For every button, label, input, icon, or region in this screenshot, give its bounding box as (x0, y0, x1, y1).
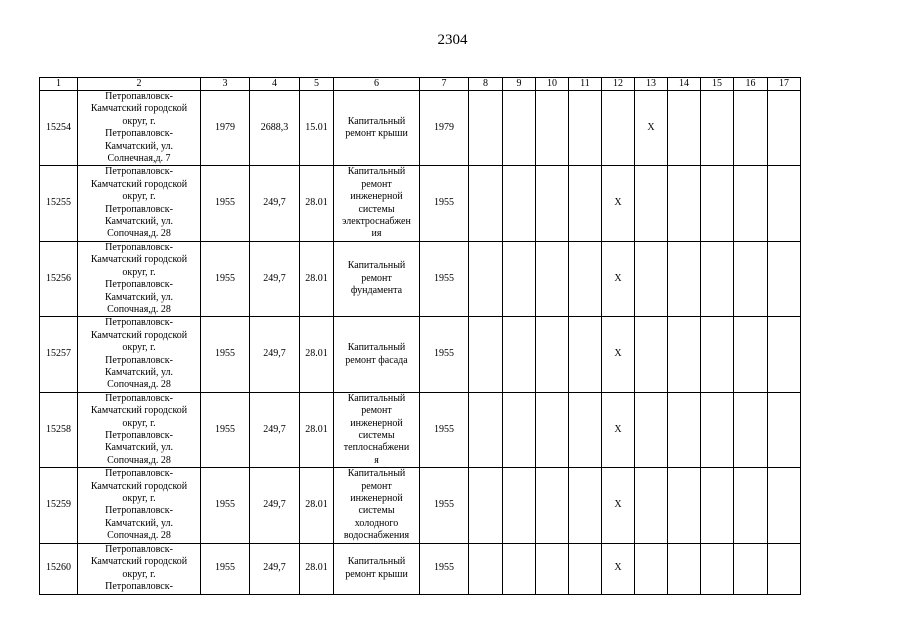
work-cell-line: ремонт (361, 480, 392, 492)
mark-cell (635, 468, 668, 543)
address-cell-line: Петропавловск- (105, 128, 173, 140)
work-cell-line: ремонт крыши (345, 568, 408, 580)
mark-cell: Х (602, 392, 635, 467)
address-cell (78, 317, 201, 392)
area-cell: 249,7 (250, 241, 300, 316)
mark-cell (503, 166, 536, 241)
area-cell: 249,7 (250, 543, 300, 594)
mark-cell (701, 392, 734, 467)
address-cell-line: Петропавловск- (105, 241, 173, 253)
work-cell-line: электроснабжен (342, 216, 411, 228)
address-cell-line: Петропавловск- (105, 392, 173, 404)
row-id: 15254 (40, 91, 78, 166)
mark-cell (536, 317, 569, 392)
year-cell: 1979 (201, 91, 250, 166)
column-header: 8 (469, 78, 503, 91)
address-cell-line: Сопочная,д. 28 (107, 530, 171, 542)
mark-cell (768, 241, 801, 316)
column-header: 15 (701, 78, 734, 91)
column-header: 11 (569, 78, 602, 91)
work-cell (334, 392, 420, 467)
address-cell (78, 241, 201, 316)
mark-cell (503, 392, 536, 467)
mark-cell (569, 241, 602, 316)
code-cell: 28.01 (300, 543, 334, 594)
mark-cell (569, 468, 602, 543)
row-id: 15257 (40, 317, 78, 392)
work-cell (334, 468, 420, 543)
address-cell-line: Солнечная,д. 7 (107, 153, 171, 165)
address-cell-line: Сопочная,д. 28 (107, 228, 171, 240)
mark-cell (469, 468, 503, 543)
mark-cell (536, 241, 569, 316)
mark-cell (469, 392, 503, 467)
work-cell-line: ремонт (361, 272, 392, 284)
mark-cell (668, 91, 701, 166)
code-cell: 28.01 (300, 468, 334, 543)
area-cell: 249,7 (250, 317, 300, 392)
mark-cell (503, 543, 536, 594)
address-cell-line: Камчатский, ул. (104, 216, 174, 228)
mark-cell (469, 241, 503, 316)
column-header: 6 (334, 78, 420, 91)
mark-cell (569, 543, 602, 594)
address-cell-line: Камчатский, ул. (104, 517, 174, 529)
table-row (40, 91, 801, 166)
row-id: 15258 (40, 392, 78, 467)
mark-cell (569, 91, 602, 166)
year-cell: 1955 (201, 166, 250, 241)
mark-cell: Х (602, 543, 635, 594)
work-cell-line: Капитальный (347, 342, 406, 354)
mark-cell (734, 241, 768, 316)
address-cell-line: округ, г. (122, 342, 156, 354)
mark-cell (701, 166, 734, 241)
work-cell-line: ремонт фасада (345, 354, 408, 366)
address-cell-line: округ, г. (122, 191, 156, 203)
column-header: 16 (734, 78, 768, 91)
address-cell-line: Камчатский городской (90, 480, 188, 492)
mark-cell (734, 392, 768, 467)
mark-cell (536, 468, 569, 543)
table-row (40, 543, 801, 594)
work-cell-line: инженерной (350, 417, 403, 429)
work-cell-line: холодного (354, 517, 399, 529)
work-cell-line: фундамента (350, 285, 403, 297)
mark-cell: Х (602, 468, 635, 543)
address-cell-line: Камчатский, ул. (104, 291, 174, 303)
table-row (40, 317, 801, 392)
work-cell-line: Капитальный (347, 166, 406, 178)
mark-cell (668, 166, 701, 241)
column-header: 12 (602, 78, 635, 91)
mark-cell: Х (602, 317, 635, 392)
work-cell (334, 91, 420, 166)
column-header: 10 (536, 78, 569, 91)
work-cell-line: ремонт крыши (345, 128, 408, 140)
column-header: 17 (768, 78, 801, 91)
mark-cell (536, 543, 569, 594)
row-id: 15259 (40, 468, 78, 543)
mark-cell (536, 91, 569, 166)
address-cell-line: округ, г. (122, 493, 156, 504)
column-header: 3 (201, 78, 250, 91)
work-cell-line: теплоснабжени (343, 442, 410, 454)
mark-cell (668, 241, 701, 316)
mark-cell (701, 543, 734, 594)
mark-cell (503, 241, 536, 316)
mark-cell (635, 241, 668, 316)
year-planned-cell: 1955 (420, 166, 469, 241)
mark-cell (469, 91, 503, 166)
work-cell-line: ия (371, 228, 382, 240)
table-row (40, 241, 801, 316)
work-cell-line: я (374, 454, 379, 466)
work-cell-line: Капитальный (347, 260, 406, 272)
work-cell-line: ремонт (361, 405, 392, 417)
address-cell (78, 468, 201, 543)
column-header: 9 (503, 78, 536, 91)
area-cell: 249,7 (250, 392, 300, 467)
year-planned-cell: 1955 (420, 543, 469, 594)
address-cell-line: округ, г. (122, 115, 156, 127)
mark-cell (635, 392, 668, 467)
row-id: 15256 (40, 241, 78, 316)
table-row (40, 468, 801, 543)
mark-cell: Х (635, 91, 668, 166)
address-cell-line: Петропавловск- (105, 543, 173, 555)
code-cell: 28.01 (300, 392, 334, 467)
address-cell-line: Петропавловск- (105, 279, 173, 291)
header-row (40, 78, 801, 91)
work-cell-line: инженерной (350, 191, 403, 203)
address-cell-line: округ, г. (122, 266, 156, 278)
address-cell-line: Камчатский городской (90, 103, 188, 115)
mark-cell (469, 166, 503, 241)
address-cell-line: Петропавловск- (105, 203, 173, 215)
work-cell-line: Капитальный (347, 468, 406, 480)
column-header: 1 (40, 78, 78, 91)
address-cell-line: Сопочная,д. 28 (107, 379, 171, 391)
area-cell: 2688,3 (250, 91, 300, 166)
address-cell-line: Камчатский городской (90, 178, 188, 190)
year-cell: 1955 (201, 241, 250, 316)
code-cell: 28.01 (300, 241, 334, 316)
work-cell-line: системы (358, 505, 395, 517)
mark-cell (569, 317, 602, 392)
mark-cell (503, 91, 536, 166)
work-cell-line: водоснабжения (343, 530, 410, 542)
address-cell-line: Сопочная,д. 28 (107, 454, 171, 466)
mark-cell (701, 91, 734, 166)
mark-cell (668, 317, 701, 392)
address-cell-line: Камчатский городской (90, 556, 188, 568)
mark-cell (469, 543, 503, 594)
mark-cell (503, 468, 536, 543)
work-cell (334, 317, 420, 392)
mark-cell (635, 166, 668, 241)
mark-cell (569, 392, 602, 467)
area-cell: 249,7 (250, 468, 300, 543)
mark-cell (536, 392, 569, 467)
column-header: 13 (635, 78, 668, 91)
year-cell: 1955 (201, 317, 250, 392)
year-cell: 1955 (201, 468, 250, 543)
mark-cell (734, 543, 768, 594)
mark-cell (768, 91, 801, 166)
address-cell-line: округ, г. (122, 568, 156, 580)
year-planned-cell: 1955 (420, 241, 469, 316)
year-planned-cell: 1955 (420, 468, 469, 543)
work-cell-line: инженерной (350, 493, 403, 504)
work-cell-line: Капитальный (347, 556, 406, 568)
year-cell: 1955 (201, 543, 250, 594)
row-id: 15260 (40, 543, 78, 594)
mark-cell (768, 468, 801, 543)
code-cell: 28.01 (300, 166, 334, 241)
address-cell-line: Камчатский городской (90, 405, 188, 417)
column-header: 5 (300, 78, 334, 91)
mark-cell (768, 392, 801, 467)
mark-cell (635, 543, 668, 594)
mark-cell (734, 166, 768, 241)
mark-cell (635, 317, 668, 392)
column-header: 14 (668, 78, 701, 91)
address-cell (78, 91, 201, 166)
address-cell-line: Петропавловск- (105, 468, 173, 480)
work-cell-line: Капитальный (347, 115, 406, 127)
address-cell-line: Сопочная,д. 28 (107, 303, 171, 315)
mark-cell (503, 317, 536, 392)
address-cell-line: Камчатский городской (90, 254, 188, 266)
address-cell-line: Петропавловск- (105, 581, 173, 593)
year-cell: 1955 (201, 392, 250, 467)
work-cell-line: системы (358, 429, 395, 441)
address-cell-line: Камчатский, ул. (104, 140, 174, 152)
work-cell (334, 543, 420, 594)
address-cell-line: Камчатский городской (90, 329, 188, 341)
address-cell-line: Петропавловск- (105, 317, 173, 329)
mark-cell: Х (602, 241, 635, 316)
column-header: 7 (420, 78, 469, 91)
work-cell-line: Капитальный (347, 392, 406, 404)
work-cell-line: ремонт (361, 178, 392, 190)
address-cell-line: Петропавловск- (105, 354, 173, 366)
address-cell-line: Петропавловск- (105, 91, 173, 102)
code-cell: 15.01 (300, 91, 334, 166)
mark-cell (734, 317, 768, 392)
work-cell (334, 166, 420, 241)
column-header: 2 (78, 78, 201, 91)
year-planned-cell: 1955 (420, 392, 469, 467)
mark-cell (701, 317, 734, 392)
mark-cell (768, 543, 801, 594)
table-row (40, 166, 801, 241)
mark-cell (701, 468, 734, 543)
area-cell: 249,7 (250, 166, 300, 241)
mark-cell (536, 166, 569, 241)
address-cell-line: Петропавловск- (105, 505, 173, 517)
work-cell-line: системы (358, 203, 395, 215)
mark-cell (668, 543, 701, 594)
address-cell (78, 166, 201, 241)
row-id: 15255 (40, 166, 78, 241)
year-planned-cell: 1955 (420, 317, 469, 392)
mark-cell (768, 317, 801, 392)
register-table (39, 77, 801, 595)
code-cell: 28.01 (300, 317, 334, 392)
mark-cell (602, 91, 635, 166)
mark-cell (469, 317, 503, 392)
mark-cell (734, 468, 768, 543)
mark-cell (768, 166, 801, 241)
work-cell (334, 241, 420, 316)
register-body (40, 78, 801, 595)
address-cell-line: Камчатский, ул. (104, 366, 174, 378)
mark-cell (701, 241, 734, 316)
mark-cell (668, 392, 701, 467)
year-planned-cell: 1979 (420, 91, 469, 166)
column-header: 4 (250, 78, 300, 91)
address-cell-line: Петропавловск- (105, 429, 173, 441)
mark-cell (734, 91, 768, 166)
mark-cell (569, 166, 602, 241)
table-row (40, 392, 801, 467)
address-cell-line: Петропавловск- (105, 166, 173, 178)
address-cell-line: округ, г. (122, 417, 156, 429)
address-cell (78, 543, 201, 594)
mark-cell (668, 468, 701, 543)
mark-cell: Х (602, 166, 635, 241)
address-cell-line: Камчатский, ул. (104, 442, 174, 454)
address-cell (78, 392, 201, 467)
page-number: 2304 (437, 32, 468, 48)
